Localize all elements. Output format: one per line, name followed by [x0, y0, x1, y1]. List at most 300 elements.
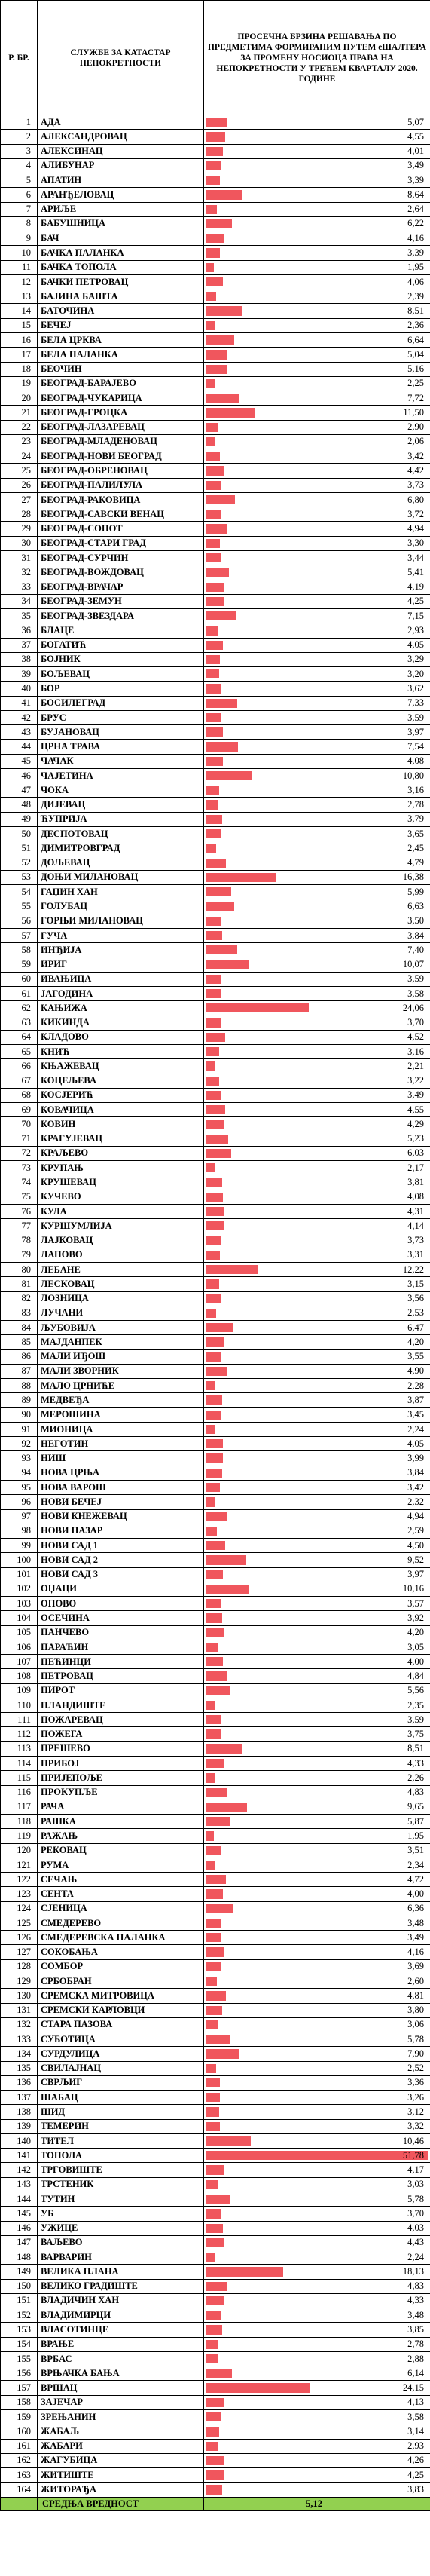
- speed-value: 2,52: [407, 2063, 424, 2074]
- table-row: [1, 1553, 430, 1567]
- data-bar: [206, 2224, 223, 2233]
- row-number: 44: [1, 740, 38, 754]
- table-row: [1, 1393, 430, 1407]
- data-bar: [206, 1962, 221, 1971]
- row-number: 133: [1, 2032, 38, 2047]
- data-bar: [206, 1425, 215, 1434]
- data-bar: [206, 975, 221, 984]
- data-bar: [206, 2107, 219, 2116]
- speed-value: 4,08: [407, 755, 424, 767]
- row-number: 36: [1, 623, 38, 638]
- row-number: 90: [1, 1407, 38, 1422]
- speed-value: 2,45: [407, 842, 424, 853]
- speed-cell: [204, 1727, 430, 1741]
- data-bar: [206, 1411, 221, 1420]
- row-number: 38: [1, 652, 38, 666]
- speed-cell: [204, 522, 430, 536]
- speed-cell: [204, 2207, 430, 2221]
- data-bar: [206, 248, 220, 257]
- office-name: ВЛАСОТИНЦЕ: [38, 2323, 204, 2337]
- speed-cell: [204, 348, 430, 362]
- speed-cell: [204, 2192, 430, 2206]
- data-bar: [206, 1120, 224, 1129]
- office-name: БАЈИНА БАШТА: [38, 289, 204, 304]
- office-name: ПРЕШЕВО: [38, 1741, 204, 1756]
- table-row: [1, 2235, 430, 2250]
- row-number: 121: [1, 1858, 38, 1872]
- speed-value: 10,07: [402, 959, 424, 970]
- speed-value: 4,20: [407, 1336, 424, 1347]
- office-name: СМЕДЕРЕВО: [38, 1916, 204, 1930]
- data-bar: [206, 2340, 218, 2349]
- row-number: 55: [1, 899, 38, 914]
- table-row: [1, 2293, 430, 2308]
- speed-cell: [204, 1204, 430, 1218]
- office-name: ЋУПРИЈА: [38, 812, 204, 826]
- data-bar: [206, 655, 220, 664]
- speed-cell: [204, 188, 430, 202]
- speed-value: 2,78: [407, 799, 424, 810]
- row-number: 163: [1, 2468, 38, 2483]
- office-name: ЗАЈЕЧАР: [38, 2395, 204, 2409]
- office-name: ИНЂИЈА: [38, 943, 204, 957]
- office-name: БЕЛА ПАЛАНКА: [38, 348, 204, 362]
- data-bar: [206, 321, 215, 330]
- table-row: [1, 536, 430, 550]
- speed-cell: [204, 899, 430, 914]
- speed-value: 3,83: [407, 2483, 424, 2495]
- speed-cell: [204, 1321, 430, 1335]
- speed-value: 3,12: [407, 2106, 424, 2118]
- office-name: ЛЕСКОВАЦ: [38, 1277, 204, 1291]
- office-name: КЊАЖЕВАЦ: [38, 1059, 204, 1074]
- speed-value: 4,94: [407, 523, 424, 534]
- office-name: СОМБОР: [38, 1959, 204, 1974]
- row-number: 73: [1, 1161, 38, 1175]
- speed-value: 3,97: [407, 726, 424, 737]
- speed-cell: [204, 1088, 430, 1102]
- speed-cell: [204, 1945, 430, 1959]
- data-bar: [206, 1744, 242, 1754]
- speed-cell: [204, 1698, 430, 1712]
- speed-cell: [204, 158, 430, 173]
- speed-cell: [204, 434, 430, 449]
- row-number: 54: [1, 885, 38, 899]
- table-row: [1, 1015, 430, 1030]
- data-bar: [206, 2485, 222, 2494]
- speed-value: 5,78: [407, 2033, 424, 2045]
- data-bar: [206, 2253, 215, 2262]
- row-number: 71: [1, 1132, 38, 1146]
- office-name: ОСЕЧИНА: [38, 1611, 204, 1625]
- speed-value: 4,52: [407, 1031, 424, 1043]
- data-bar: [206, 1047, 219, 1056]
- table-row: [1, 2323, 430, 2337]
- row-number: 130: [1, 1989, 38, 2003]
- row-number: 56: [1, 914, 38, 928]
- speed-cell: [204, 1393, 430, 1407]
- speed-cell: [204, 667, 430, 682]
- average-label: СРЕДЊА ВРЕДНОСТ: [38, 2497, 204, 2510]
- table-row: [1, 1437, 430, 1451]
- office-name: КРУПАЊ: [38, 1161, 204, 1175]
- office-name: КНИЋ: [38, 1045, 204, 1059]
- office-name: БАБУШНИЦА: [38, 216, 204, 231]
- office-name: КРУШЕВАЦ: [38, 1175, 204, 1190]
- table-row: [1, 696, 430, 710]
- row-number: 112: [1, 1727, 38, 1741]
- row-number: 99: [1, 1539, 38, 1553]
- speed-cell: [204, 2293, 430, 2308]
- row-number: 142: [1, 2163, 38, 2177]
- table-row: [1, 768, 430, 783]
- office-name: КОСЈЕРИЋ: [38, 1088, 204, 1102]
- row-number: 59: [1, 957, 38, 972]
- speed-value: 2,25: [407, 378, 424, 389]
- row-number: 11: [1, 260, 38, 274]
- data-bar: [206, 1715, 221, 1724]
- row-number: 114: [1, 1757, 38, 1771]
- table-row: [1, 1611, 430, 1625]
- speed-value: 4,08: [407, 1191, 424, 1202]
- speed-cell: [204, 1611, 430, 1625]
- table-row: [1, 1989, 430, 2003]
- speed-cell: [204, 464, 430, 478]
- table-row: [1, 1800, 430, 1814]
- table-row: [1, 1945, 430, 1959]
- table-row: [1, 289, 430, 304]
- data-bar: [206, 379, 215, 388]
- speed-value: 10,80: [402, 770, 424, 781]
- data-bar: [206, 873, 276, 882]
- row-number: 145: [1, 2207, 38, 2221]
- table-row: [1, 1001, 430, 1015]
- office-name: БЕЧЕЈ: [38, 318, 204, 332]
- row-number: 42: [1, 710, 38, 724]
- data-bar: [206, 1033, 225, 1042]
- data-bar: [206, 2325, 222, 2334]
- speed-value: 10,46: [402, 2135, 424, 2146]
- row-number: 77: [1, 1219, 38, 1233]
- speed-cell: [204, 1175, 430, 1190]
- row-number: 47: [1, 783, 38, 798]
- speed-cell: [204, 1030, 430, 1044]
- row-number: 146: [1, 2221, 38, 2235]
- data-bar: [206, 1061, 215, 1071]
- data-bar: [206, 1018, 221, 1027]
- table-row: [1, 2133, 430, 2148]
- table-row: [1, 2221, 430, 2235]
- speed-cell: [204, 1074, 430, 1088]
- row-number: 79: [1, 1248, 38, 1262]
- row-number: 164: [1, 2483, 38, 2497]
- office-name: ТЕМЕРИН: [38, 2119, 204, 2133]
- table-row: [1, 2337, 430, 2351]
- row-number: 157: [1, 2381, 38, 2395]
- table-row: [1, 1364, 430, 1378]
- office-name: АДА: [38, 115, 204, 130]
- table-row: [1, 1698, 430, 1712]
- speed-value: 3,42: [407, 1481, 424, 1493]
- data-bar: [206, 1933, 221, 1942]
- speed-value: 2,78: [407, 2339, 424, 2350]
- office-name: ИВАЊИЦА: [38, 972, 204, 986]
- speed-cell: [204, 1901, 430, 1916]
- office-name: ТИТЕЛ: [38, 2133, 204, 2148]
- table-row: [1, 667, 430, 682]
- row-number: 74: [1, 1175, 38, 1190]
- row-number: 65: [1, 1045, 38, 1059]
- table-row: [1, 1204, 430, 1218]
- data-bar: [206, 1236, 221, 1245]
- data-bar: [206, 2049, 239, 2058]
- row-number: 67: [1, 1074, 38, 1088]
- office-name: БАЧКА ТОПОЛА: [38, 260, 204, 274]
- table-row: [1, 2250, 430, 2265]
- row-number: 86: [1, 1349, 38, 1364]
- table-row: [1, 1407, 430, 1422]
- speed-cell: [204, 2483, 430, 2497]
- data-bar: [206, 524, 227, 533]
- data-bar: [206, 1453, 223, 1463]
- office-name: СТАРА ПАЗОВА: [38, 2017, 204, 2032]
- speed-value: 1,95: [407, 1830, 424, 1841]
- office-name: ВРЊАЧКА БАЊА: [38, 2366, 204, 2381]
- header-average-speed: ПРОСЕЧНА БРЗИНА РЕШАВАЊА ПО ПРЕДМЕТИМА ФОРМИРАНИМ ПУТЕМ еШАЛТЕРА ЗА ПРОМЕНУ НОСИОЦА ПРАВА НА НЕПОКРЕТНОСТИ У ТРЕЋЕМ КВАРТАЛУ 2020. ГОДИНЕ: [204, 1, 430, 115]
- data-bar: [206, 1135, 228, 1144]
- table-row: [1, 2075, 430, 2090]
- table-row: [1, 972, 430, 986]
- speed-cell: [204, 1843, 430, 1858]
- data-bar: [206, 1527, 217, 1536]
- speed-value: 2,34: [407, 1859, 424, 1870]
- office-name: РЕКОВАЦ: [38, 1843, 204, 1858]
- office-name: ЖАГУБИЦА: [38, 2453, 204, 2467]
- table-row: [1, 594, 430, 608]
- office-name: РАЖАЊ: [38, 1829, 204, 1843]
- table-row: [1, 928, 430, 942]
- speed-value: 5,07: [407, 116, 424, 127]
- row-number: 91: [1, 1422, 38, 1436]
- row-number: 140: [1, 2133, 38, 2148]
- data-bar: [206, 118, 227, 127]
- speed-value: 4,50: [407, 1539, 424, 1551]
- row-number: 93: [1, 1451, 38, 1466]
- data-bar: [206, 1483, 220, 1492]
- data-bar: [206, 350, 227, 359]
- data-bar: [206, 626, 218, 635]
- row-number: 124: [1, 1901, 38, 1916]
- office-name: ЛАЈКОВАЦ: [38, 1233, 204, 1248]
- data-bar: [206, 365, 227, 374]
- office-name: ЦРНА ТРАВА: [38, 740, 204, 754]
- office-name: ЧОКА: [38, 783, 204, 798]
- speed-value: 2,64: [407, 204, 424, 215]
- data-bar: [206, 1381, 215, 1390]
- speed-cell: [204, 2003, 430, 2017]
- speed-value: 7,40: [407, 944, 424, 955]
- office-name: ЧАЈЕТИНА: [38, 768, 204, 783]
- row-number: 153: [1, 2323, 38, 2337]
- table-row: [1, 304, 430, 318]
- speed-value: 3,48: [407, 1917, 424, 1928]
- row-number: 80: [1, 1262, 38, 1276]
- speed-value: 6,03: [407, 1147, 424, 1159]
- table-row: [1, 1757, 430, 1771]
- speed-value: 3,79: [407, 813, 424, 825]
- data-bar: [206, 1207, 224, 1216]
- data-bar: [206, 583, 224, 592]
- speed-value: 3,49: [407, 1089, 424, 1101]
- table-row: [1, 1219, 430, 1233]
- row-number: 53: [1, 870, 38, 884]
- data-bar: [206, 1497, 215, 1506]
- speed-value: 4,83: [407, 1787, 424, 1798]
- row-number: 69: [1, 1103, 38, 1117]
- speed-cell: [204, 1045, 430, 1059]
- office-name: БЕОГРАД-ГРОЦКА: [38, 406, 204, 420]
- office-name: СРЕМСКА МИТРОВИЦА: [38, 1989, 204, 2003]
- speed-cell: [204, 1015, 430, 1030]
- table-row: [1, 1815, 430, 1829]
- row-number: 6: [1, 188, 38, 202]
- office-name: БЕОГРАД-САВСКИ ВЕНАЦ: [38, 507, 204, 522]
- table-row: [1, 1306, 430, 1320]
- data-bar: [206, 147, 223, 156]
- speed-cell: [204, 1190, 430, 1204]
- speed-value: 3,84: [407, 930, 424, 941]
- data-bar: [206, 2035, 230, 2044]
- row-number: 9: [1, 231, 38, 246]
- row-number: 92: [1, 1437, 38, 1451]
- office-name: ДИМИТРОВГРАД: [38, 841, 204, 856]
- row-number: 81: [1, 1277, 38, 1291]
- row-number: 88: [1, 1379, 38, 1393]
- speed-value: 4,17: [407, 2164, 424, 2176]
- row-number: 155: [1, 2351, 38, 2366]
- data-bar: [206, 1367, 227, 1376]
- office-name: БОСИЛЕГРАД: [38, 696, 204, 710]
- office-name: ГУЧА: [38, 928, 204, 942]
- data-bar: [206, 2282, 227, 2291]
- speed-value: 4,06: [407, 276, 424, 287]
- office-name: ПЕЋИНЦИ: [38, 1655, 204, 1669]
- office-name: ЖАБАРИ: [38, 2439, 204, 2453]
- speed-cell: [204, 682, 430, 696]
- speed-value: 3,26: [407, 2091, 424, 2103]
- speed-cell: [204, 1640, 430, 1654]
- speed-value: 2,28: [407, 1380, 424, 1391]
- speed-cell: [204, 130, 430, 144]
- data-bar: [206, 466, 224, 475]
- office-name: НОВИ САД 1: [38, 1539, 204, 1553]
- speed-value: 5,23: [407, 1133, 424, 1144]
- speed-value: 4,14: [407, 1220, 424, 1231]
- speed-cell: [204, 1407, 430, 1422]
- data-bar: [206, 1861, 215, 1870]
- office-name: ТРСТЕНИК: [38, 2177, 204, 2192]
- table-row: [1, 2308, 430, 2323]
- speed-cell: [204, 914, 430, 928]
- data-bar: [206, 437, 215, 446]
- speed-value: 2,17: [407, 1162, 424, 1173]
- table-row: [1, 406, 430, 420]
- speed-cell: [204, 1306, 430, 1320]
- speed-value: 3,85: [407, 2324, 424, 2335]
- table-row: [1, 623, 430, 638]
- row-number: 24: [1, 449, 38, 464]
- table-row: [1, 798, 430, 812]
- speed-cell: [204, 2075, 430, 2090]
- office-name: КАЊИЖА: [38, 1001, 204, 1015]
- data-bar: [206, 844, 216, 853]
- office-name: ПЕТРОВАЦ: [38, 1669, 204, 1683]
- row-number: 96: [1, 1495, 38, 1509]
- table-row: [1, 274, 430, 289]
- row-number: 12: [1, 274, 38, 289]
- average-row: [1, 2497, 430, 2510]
- data-bar: [206, 553, 221, 562]
- row-number: 101: [1, 1567, 38, 1582]
- row-number: 100: [1, 1553, 38, 1567]
- speed-cell: [204, 2323, 430, 2337]
- speed-value: 3,20: [407, 668, 424, 679]
- data-bar: [206, 1439, 223, 1448]
- data-bar: [206, 306, 242, 315]
- data-bar: [206, 568, 229, 577]
- table-row: [1, 2483, 430, 2497]
- data-bar: [206, 1352, 221, 1362]
- speed-cell: [204, 1480, 430, 1494]
- office-name: СРЕМСКИ КАРЛОВЦИ: [38, 2003, 204, 2017]
- row-number: 87: [1, 1364, 38, 1378]
- table-row: [1, 1451, 430, 1466]
- row-number: 7: [1, 202, 38, 216]
- speed-value: 4,13: [407, 2397, 424, 2408]
- row-number: 149: [1, 2265, 38, 2279]
- speed-cell: [204, 2395, 430, 2409]
- row-number: 63: [1, 1015, 38, 1030]
- speed-cell: [204, 2177, 430, 2192]
- row-number: 118: [1, 1815, 38, 1829]
- table-row: [1, 1843, 430, 1858]
- speed-value: 3,03: [407, 2179, 424, 2190]
- speed-cell: [204, 2381, 430, 2395]
- office-name: ПИРОТ: [38, 1683, 204, 1698]
- office-name: СЈЕНИЦА: [38, 1901, 204, 1916]
- office-name: НОВИ ПАЗАР: [38, 1524, 204, 1538]
- speed-value: 4,16: [407, 1947, 424, 1958]
- speed-value: 3,84: [407, 1467, 424, 1478]
- row-number: 57: [1, 928, 38, 942]
- table-row: [1, 144, 430, 158]
- row-number: 21: [1, 406, 38, 420]
- row-number: 138: [1, 2105, 38, 2119]
- speed-value: 6,64: [407, 334, 424, 345]
- office-name: НОВА ЦРЊА: [38, 1466, 204, 1480]
- office-name: МАЛИ ИЂОШ: [38, 1349, 204, 1364]
- office-name: МЕРОШИНА: [38, 1407, 204, 1422]
- row-number: 14: [1, 304, 38, 318]
- data-bar: [206, 2383, 310, 2392]
- table-row: [1, 2207, 430, 2221]
- speed-cell: [204, 1655, 430, 1669]
- row-number: 22: [1, 420, 38, 434]
- office-name: БАЧКА ПАЛАНКА: [38, 246, 204, 260]
- data-bar: [206, 727, 223, 737]
- speed-cell: [204, 1161, 430, 1175]
- office-name: БАЧКИ ПЕТРОВАЦ: [38, 274, 204, 289]
